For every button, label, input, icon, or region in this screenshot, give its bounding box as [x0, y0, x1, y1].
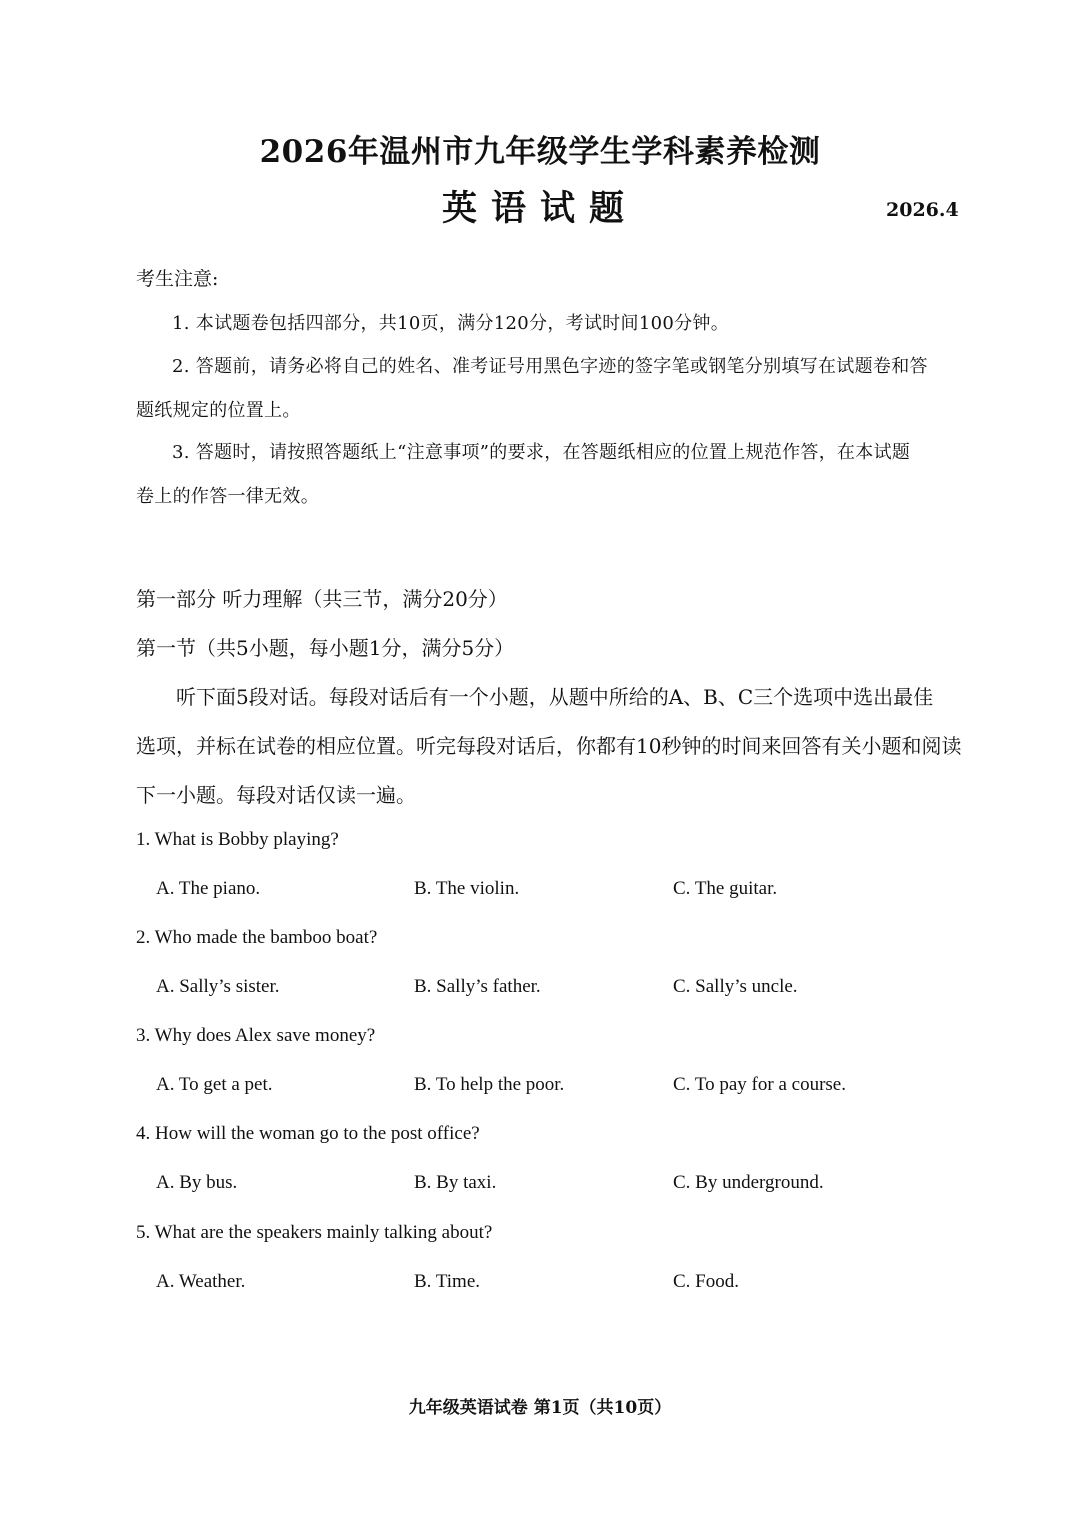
notice-heading: 考生注意: [136, 268, 219, 290]
section1-intro-line-1: 听下面5段对话。每段对话后有一个小题，从题中所给的A、B、C三个选项中选出最佳 [176, 685, 934, 709]
question-2: 2. Who made the bamboo boat? [136, 927, 378, 948]
question-4: 4. How will the woman go to the post office? [136, 1123, 480, 1144]
question-4-option-c: C. By underground. [673, 1172, 824, 1193]
question-5-option-b: B. Time. [414, 1271, 481, 1292]
section1-intro-line-3: 下一小题。每段对话仅读一遍。 [136, 783, 416, 807]
question-5-option-a: A. Weather. [156, 1271, 246, 1292]
question-1-option-b: B. The violin. [414, 878, 520, 899]
question-5-option-c: C. Food. [673, 1271, 739, 1292]
notice-line-1: 1. 本试题卷包括四部分，共10页，满分120分，考试时间100分钟。 [172, 313, 730, 334]
question-3: 3. Why does Alex save money? [136, 1025, 376, 1046]
exam-subtitle: 英语试题 [441, 188, 638, 229]
question-5: 5. What are the speakers mainly talking about? [136, 1222, 493, 1243]
question-2-option-b: B. Sally’s father. [414, 976, 541, 997]
question-4-option-a: A. By bus. [156, 1172, 238, 1193]
question-3-option-a: A. To get a pet. [156, 1074, 273, 1095]
question-3-option-c: C. To pay for a course. [673, 1074, 846, 1095]
part1-heading: 第一部分 听力理解（共三节，满分20分） [136, 587, 508, 611]
question-1-option-a: A. The piano. [156, 878, 261, 899]
question-3-option-b: B. To help the poor. [414, 1074, 565, 1095]
question-1: 1. What is Bobby playing? [136, 829, 339, 850]
question-1-option-c: C. The guitar. [673, 878, 778, 899]
question-4-option-b: B. By taxi. [414, 1172, 497, 1193]
notice-line-3: 3. 答题时，请按照答题纸上“注意事项”的要求，在答题纸相应的位置上规范作答，在本试题 [172, 442, 911, 463]
question-2-option-a: A. Sally’s sister. [156, 976, 280, 997]
exam-date: 2026.4 [886, 199, 959, 221]
section1-heading: 第一节（共5小题，每小题1分，满分5分） [136, 636, 515, 660]
exam-title: 2026年温州市九年级学生学科素养检测 [259, 134, 821, 170]
question-2-option-c: C. Sally’s uncle. [673, 976, 798, 997]
notice-line-3-cont: 卷上的作答一律无效。 [136, 486, 319, 507]
notice-line-2-cont: 题纸规定的位置上。 [136, 400, 301, 421]
page-footer: 九年级英语试卷 第1页（共10页） [408, 1398, 672, 1418]
section1-intro-line-2: 选项，并标在试卷的相应位置。听完每段对话后，你都有10秒钟的时间来回答有关小题和阅读 [136, 734, 962, 758]
notice-line-2: 2. 答题前，请务必将自己的姓名、准考证号用黑色字迹的签字笔或钢笔分别填写在试题卷和答 [172, 356, 928, 377]
